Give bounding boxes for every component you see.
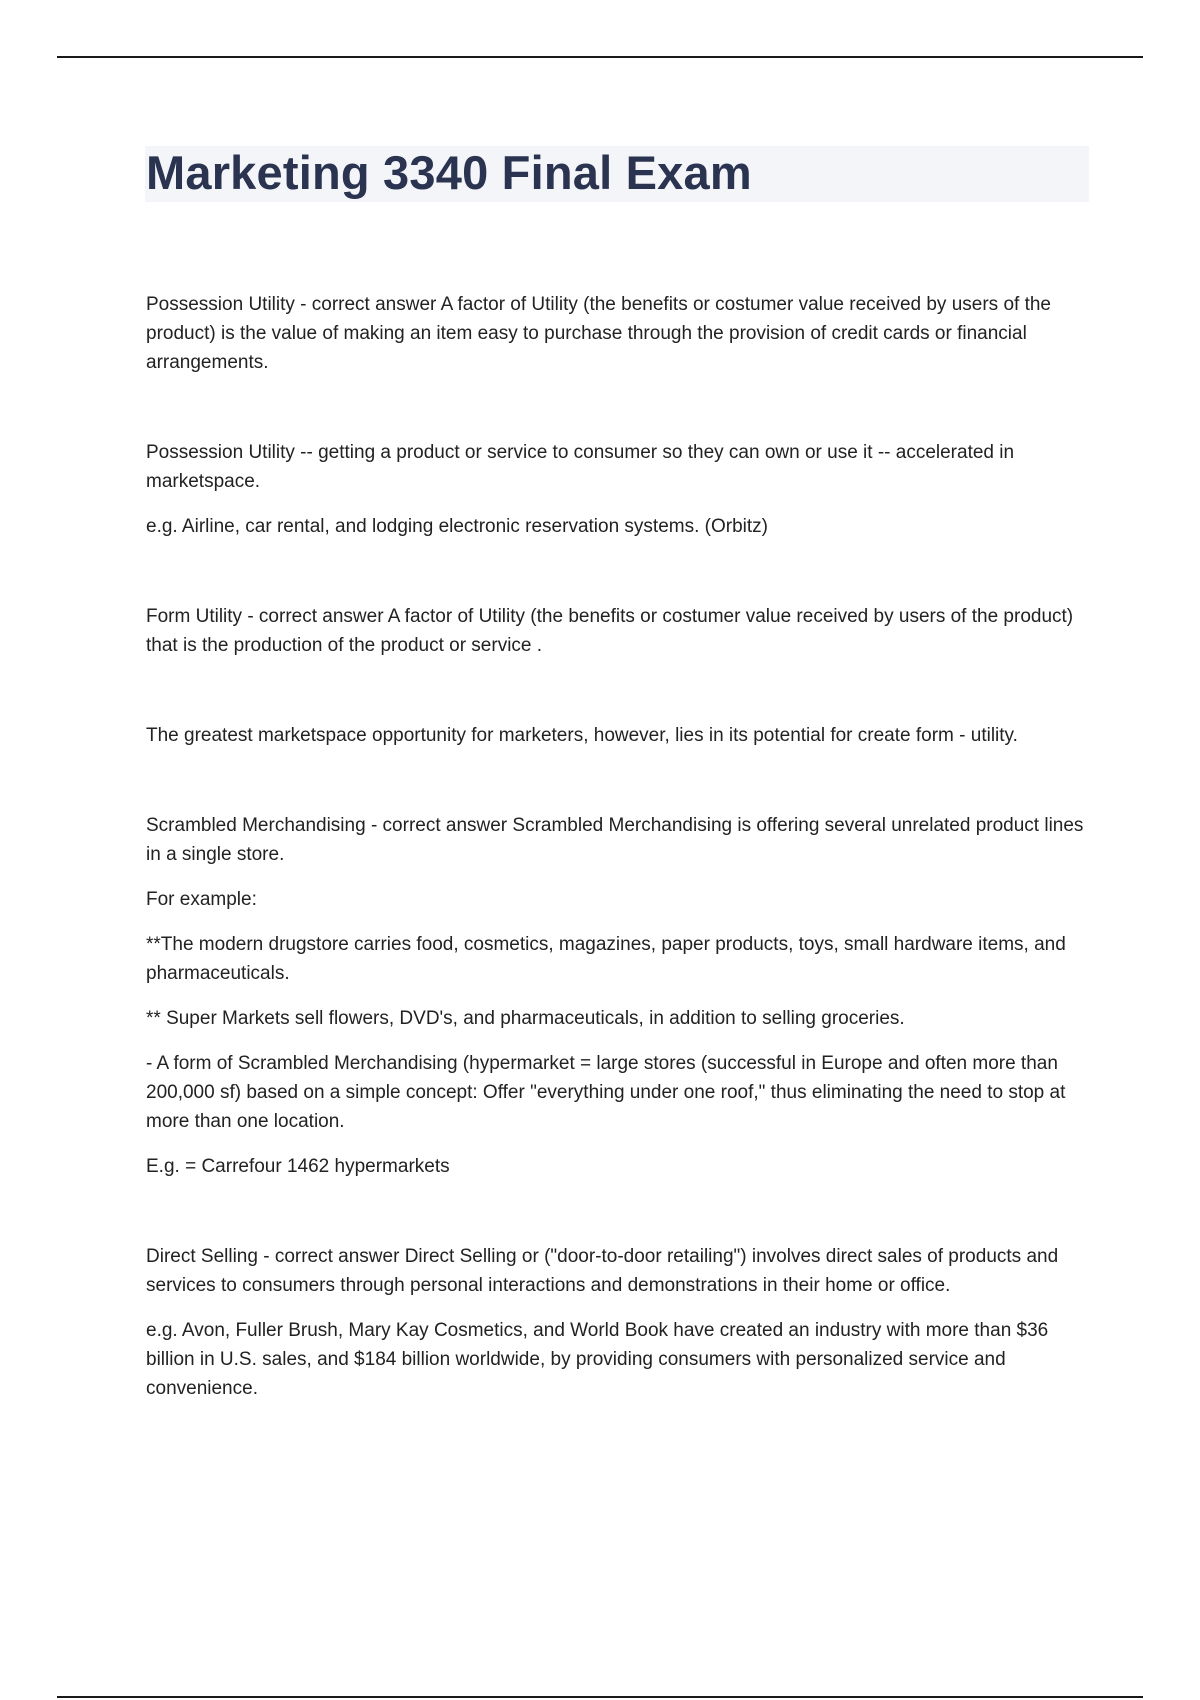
page-title: Marketing 3340 Final Exam: [146, 146, 752, 199]
paragraph-direct-selling-example: e.g. Avon, Fuller Brush, Mary Kay Cosmetics, and World Book have created an industry with more than $36 billion in U.S. sales, and $184 billion worldwide, by providing consumers with personalized service and convenience.: [146, 1320, 1049, 1399]
paragraph-hypermarket: - A form of Scrambled Merchandising (hypermarket = large stores (successful in Europe and often more than 200,000 sf) based on a simple concept: Offer "everything under one roof," thus eliminating the need to stop at more than one location.: [146, 1053, 1066, 1132]
paragraph-possession-utility-detail: Possession Utility -- getting a product or service to consumer so they can own or use it -- accelerated in marketspace.: [146, 442, 1015, 492]
document-body: [146, 290, 1092, 1419]
paragraph-direct-selling-definition: Direct Selling - correct answer Direct Selling or ("door-to-door retailing") involves direct sales of products and services to consumers through personal interactions and demonstrations in their home or office.: [146, 1246, 1059, 1296]
top-rule: [57, 56, 1143, 58]
bottom-rule: [57, 1696, 1143, 1698]
paragraph-possession-utility-definition: Possession Utility - correct answer A factor of Utility (the benefits or costumer value received by users of the product) is the value of making an item easy to purchase through the provision of credit cards or financial arrangements.: [146, 294, 1051, 373]
paragraph-form-utility-opportunity: The greatest marketspace opportunity for marketers, however, lies in its potential for create form - utility.: [146, 725, 1018, 746]
paragraph-form-utility-definition: Form Utility - correct answer A factor of Utility (the benefits or costumer value received by users of the product) that is the production of the product or service .: [146, 606, 1074, 656]
paragraph-supermarket-example: ** Super Markets sell flowers, DVD's, and pharmaceuticals, in addition to selling groceries.: [146, 1008, 905, 1029]
paragraph-drugstore-example: **The modern drugstore carries food, cosmetics, magazines, paper products, toys, small hardware items, and pharmaceuticals.: [146, 934, 1066, 984]
paragraph-carrefour-example: E.g. = Carrefour 1462 hypermarkets: [146, 1156, 450, 1177]
paragraph-possession-utility-example: e.g. Airline, car rental, and lodging electronic reservation systems. (Orbitz): [146, 516, 768, 537]
paragraph-scrambled-merchandising-definition: Scrambled Merchandising - correct answer Scrambled Merchandising is offering several unrelated product lines in a single store.: [146, 815, 1084, 865]
paragraph-for-example: For example:: [146, 889, 257, 910]
